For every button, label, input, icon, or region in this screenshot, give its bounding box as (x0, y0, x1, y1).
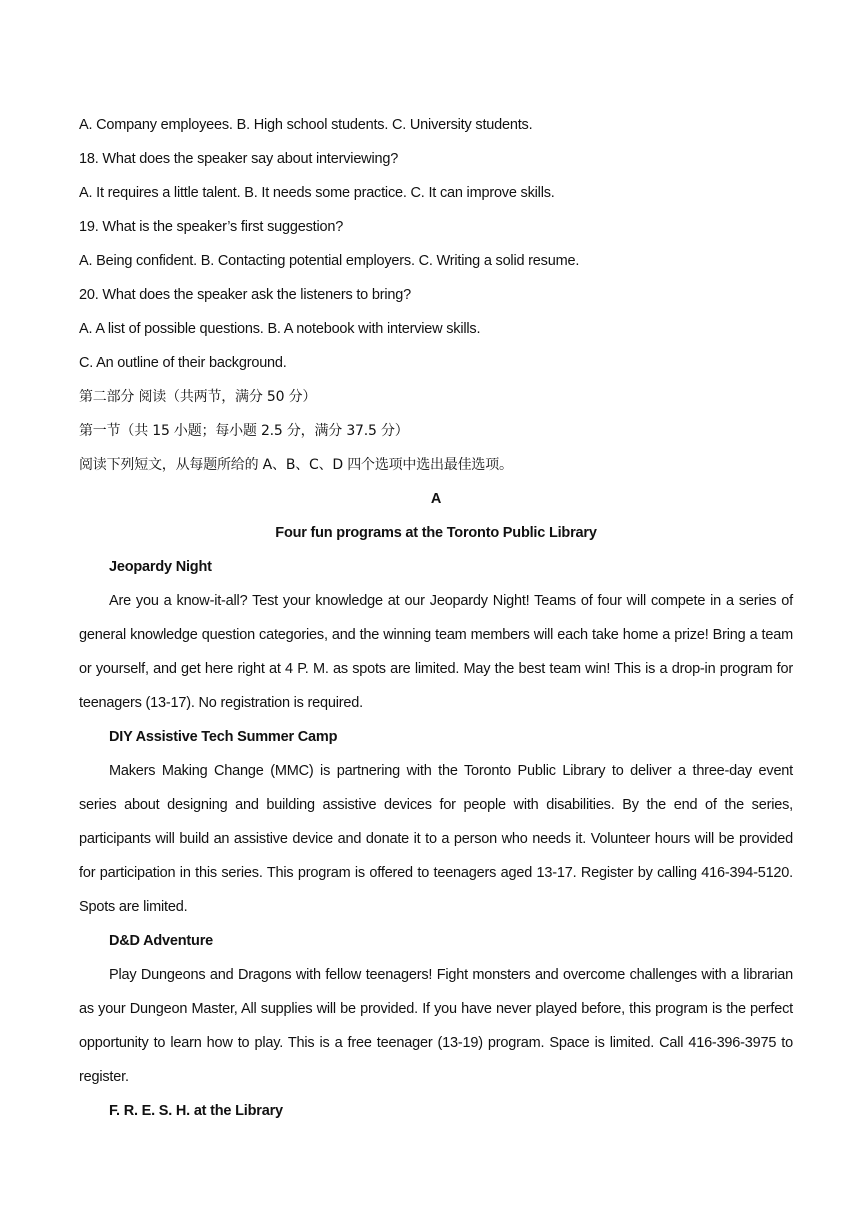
q20-options-ab: A. A list of possible questions. B. A notebook with interview skills. (79, 321, 481, 337)
program-body-dnd: Play Dungeons and Dragons with fellow teenagers! Fight monsters and overcome challenges with a librarian as your Dungeon Master, All supplies will be provided. If you have never played before, this program is the perfect opportunity to learn how to play. This is a free teenager (13-19) program. Space is limited. Call 416-396-3975 to register. (79, 967, 793, 1085)
q18-options: A. It requires a little talent. B. It needs some practice. C. It can improve skills. (79, 185, 555, 201)
reading-part-title: 第二部分 阅读（共两节，满分 50 分） (79, 389, 317, 405)
program-heading-dnd: D&D Adventure (109, 933, 214, 949)
q19-question: 19. What is the speaker’s first suggestion? (79, 219, 344, 235)
document-page (79, 108, 793, 1128)
program-heading-diy-tech: DIY Assistive Tech Summer Camp (109, 729, 338, 745)
program-heading-fresh: F. R. E. S. H. at the Library (109, 1103, 283, 1119)
q17-options: A. Company employees. B. High school students. C. University students. (79, 117, 533, 133)
passage-letter: A (430, 491, 442, 507)
reading-section-title: 第一节（共 15 小题；每小题 2.5 分，满分 37.5 分） (79, 423, 409, 439)
program-body-diy-tech: Makers Making Change (MMC) is partnering with the Toronto Public Library to deliver a three-day event series about designing and building assistive devices for people with disabilities. By the end of the series, participants will build an assistive device and donate it to a person who needs it. Volunteer hours will be provided for participation in this series. This program is offered to teenagers aged 13-17. Register by calling 416-394-5120. Spots are limited. (79, 763, 793, 915)
q19-options: A. Being confident. B. Contacting potential employers. C. Writing a solid resume. (79, 253, 580, 269)
passage-title: Four fun programs at the Toronto Public Library (275, 525, 597, 541)
program-body-jeopardy: Are you a know-it-all? Test your knowledge at our Jeopardy Night! Teams of four will compete in a series of general knowledge question categories, and the winning team members will each take home a prize! Bring a team or yourself, and get here right at 4 P. M. as spots are limited. May the best team win! This is a drop-in program for teenagers (13-17). No registration is required. (79, 593, 793, 711)
q20-option-c: C. An outline of their background. (79, 355, 287, 371)
q18-question: 18. What does the speaker say about interviewing? (79, 151, 399, 167)
program-heading-jeopardy: Jeopardy Night (109, 559, 212, 575)
reading-instructions: 阅读下列短文，从每题所给的 A、B、C、D 四个选项中选出最佳选项。 (79, 457, 513, 473)
q20-question: 20. What does the speaker ask the listeners to bring? (79, 287, 411, 303)
